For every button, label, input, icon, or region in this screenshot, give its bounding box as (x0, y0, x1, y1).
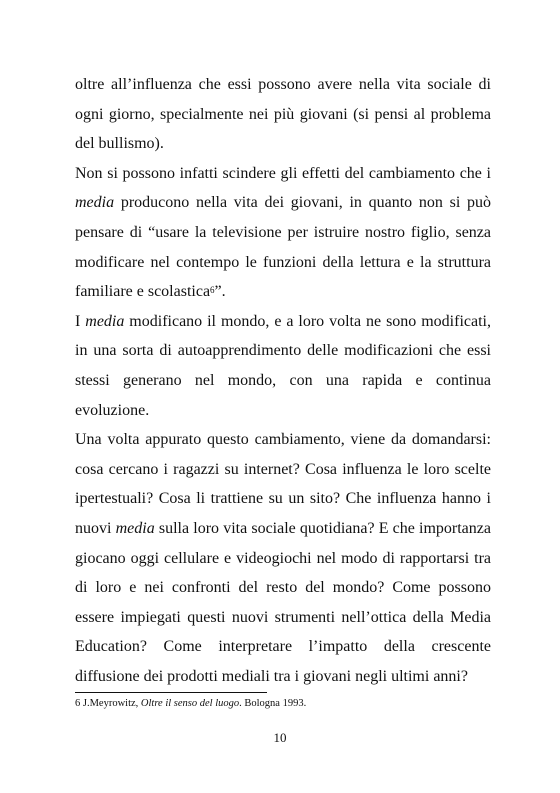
footnote-title: Oltre il senso del luogo (140, 698, 240, 709)
text-line: stessi generano nel mondo, con una rapida e continua (75, 371, 491, 389)
text-fragment: producono nella vita dei giovani, in quanto non si può (114, 194, 491, 212)
page-number: 10 (273, 730, 287, 745)
document-body (75, 70, 491, 691)
text-line: Una volta appurato questo cambiamento, viene da domandarsi: (75, 431, 491, 449)
text-fragment: nuovi (75, 519, 116, 537)
footnote-author: J.Meyrowitz, (80, 698, 141, 709)
text-line: diffusione dei prodotti mediali tra i giovani negli ultimi anni? (75, 667, 468, 685)
text-fragment: sulla loro vita sociale quotidiana? E che importanza (154, 519, 491, 537)
footnote-ref: 6 (210, 285, 215, 296)
paragraph-1 (75, 70, 491, 159)
text-line: in una sorta di autoapprendimento delle modificazioni che essi (75, 342, 491, 360)
text-line: cosa cercano i ragazzi su internet? Cosa influenza le loro scelte (75, 460, 491, 478)
text-line: ipertestuali? Cosa li trattiene su un sito? Che influenza hanno i (75, 490, 491, 508)
text-line: oltre all’influenza che essi possono avere nella vita sociale di (75, 76, 491, 93)
text-line (75, 307, 491, 337)
text-line: di loro e nei confronti del resto del mondo? Come possono (75, 579, 491, 597)
text-fragment: familiare e scolastica (75, 283, 211, 301)
text-line: essere impiegati questi nuovi strumenti nell’ottica della Media (75, 608, 491, 626)
text-line (75, 514, 491, 544)
text-fragment: I (75, 312, 86, 330)
italic-term: media (115, 519, 155, 537)
text-fragment: modificano il mondo, e a loro volta ne sono modificati, (124, 312, 491, 330)
paragraph-3 (75, 307, 491, 425)
text-line (75, 188, 491, 218)
text-line: modificare nel contempo le funzioni della lettura e la struttura (75, 253, 491, 271)
footnote-number: 6 (75, 698, 81, 709)
text-line: Non si possono infatti scindere gli effetti del cambiamento che i (75, 164, 491, 182)
text-fragment: ”. (214, 283, 226, 301)
italic-term: media (85, 312, 125, 330)
text-line: pensare di “usare la televisione per istruire nostro figlio, senza (75, 223, 491, 241)
text-line: ogni giorno, specialmente nei più giovani (si pensi al problema (75, 105, 491, 123)
paragraph-2 (75, 159, 491, 307)
footnote-rest: . Bologna 1993. (239, 698, 307, 709)
paragraph-4 (75, 425, 491, 691)
italic-term: media (75, 194, 115, 212)
text-line: Education? Come interpretare l’impatto della crescente (75, 638, 491, 656)
footnote-divider (75, 692, 267, 693)
text-line: evoluzione. (75, 401, 150, 419)
text-line: del bullismo). (75, 135, 164, 153)
text-line (75, 277, 491, 307)
text-line: giocano oggi cellulare e videogiochi nel modo di rapportarsi tra (75, 549, 491, 567)
footnote (75, 697, 306, 711)
